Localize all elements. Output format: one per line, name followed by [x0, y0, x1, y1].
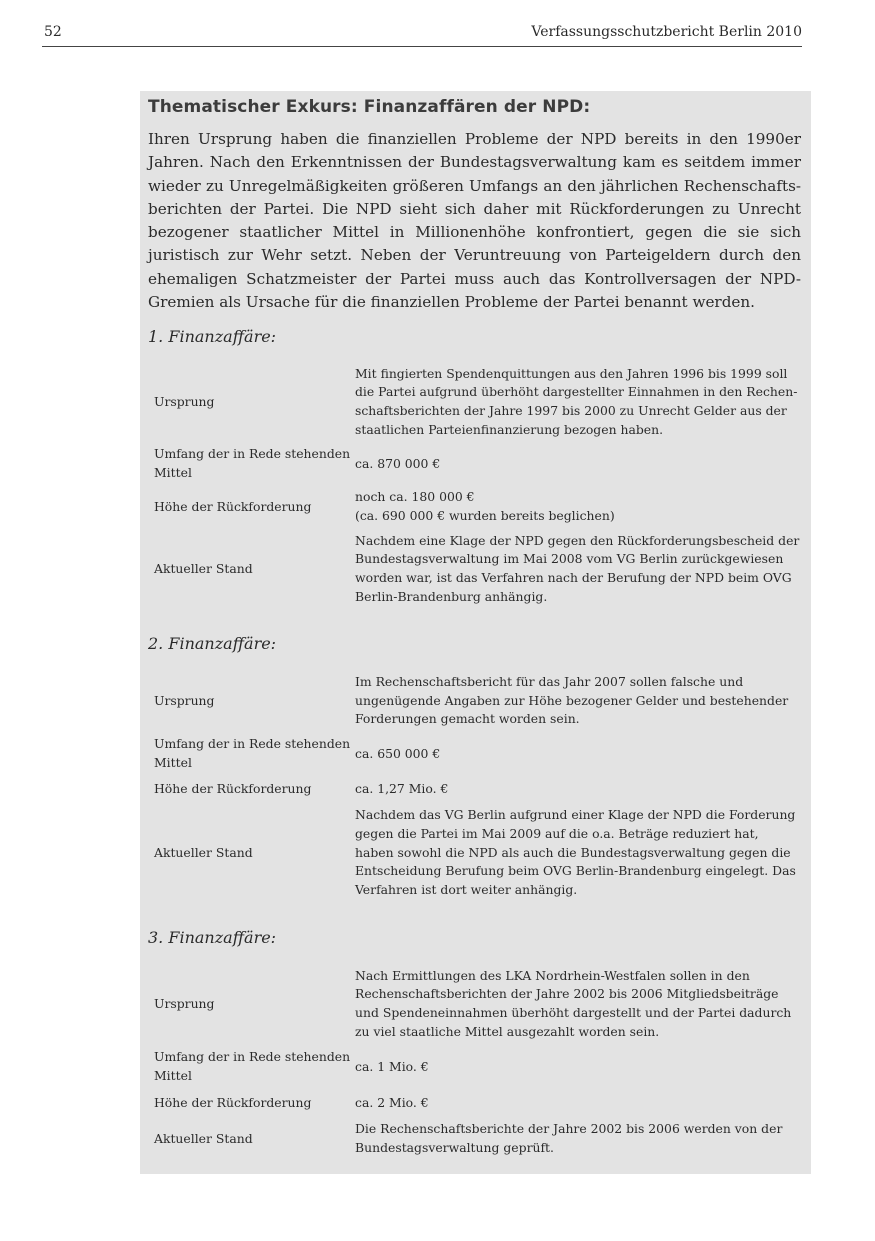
table-row — [148, 669, 801, 733]
table-row — [148, 1045, 801, 1089]
row-label: Umfang der in Rede stehenden Mittel — [154, 446, 351, 480]
row-value: ca. 1,27 Mio. € — [355, 780, 449, 796]
table-row — [148, 963, 801, 1045]
page-number: 52 — [44, 24, 62, 40]
row-label: Höhe der Rückforderung — [154, 780, 312, 796]
row-label: Höhe der Rückforderung — [154, 1094, 312, 1110]
row-value: Nachdem eine Klage der NPD gegen den Rückforderungsbescheid der Bundestagsverwaltung im Mai 2008 vom VG Berlin zurückgewiesen worden war, ist das Verfahren nach der Berufung der NPD beim OVG Berlin-Brandenburg anhängig. — [355, 532, 800, 604]
affair-heading: 2. Finanzaffäre: — [148, 634, 277, 653]
row-value: ca. 1 Mio. € — [355, 1058, 429, 1074]
row-label: Ursprung — [154, 692, 215, 708]
table-row — [148, 733, 801, 775]
row-value: Nach Ermittlungen des LKA Nordrhein-Westfalen sollen in den Rechenschaftsberichten der Jahre 2002 bis 2006 Mitgliedsbeiträge und Spendeneinnahmen überhöht dargestellt und der Partei dadurch zu viel staatliche Mittel ausgezahlt worden sein. — [355, 967, 792, 1039]
row-value: Mit fingierten Spendenquittungen aus den Jahren 1996 bis 1999 soll die Partei aufgrund überhöht dargestellter Einnahmen in den Rechenschaftsberichten der Jahre 1997 bis 2000 zu Unrecht Gelder aus der staatlichen Parteienfinanzierung bezogen haben. — [355, 365, 798, 437]
row-label: Umfang der in Rede stehenden Mittel — [154, 1049, 351, 1083]
table-row — [148, 362, 801, 442]
affair-section-1 — [148, 327, 801, 610]
affair-heading: 1. Finanzaffäre: — [148, 327, 277, 346]
table-row — [148, 803, 801, 903]
row-value: Im Rechenschaftsbericht für das Jahr 2007 sollen falsche und ungenügende Angaben zur Höhe bezogener Gelder und bestehender Forderungen gemacht worden sein. — [355, 673, 789, 727]
table-row — [148, 442, 801, 486]
row-label: Ursprung — [154, 393, 215, 409]
row-value: Die Rechenschaftsberichte der Jahre 2002 bis 2006 werden von der Bundestagsverwaltung geprüft. — [355, 1121, 783, 1155]
excursus-intro-block — [148, 91, 801, 314]
affair-section-3 — [148, 928, 801, 1161]
table-row — [148, 486, 801, 528]
table-row — [148, 1089, 801, 1117]
row-value: ca. 650 000 € — [355, 745, 441, 761]
row-value: noch ca. 180 000 € (ca. 690 000 € wurden bereits beglichen) — [355, 489, 615, 523]
table-row — [148, 1117, 801, 1161]
row-label: Ursprung — [154, 995, 215, 1011]
row-label: Umfang der in Rede stehenden Mittel — [154, 736, 351, 770]
row-label: Aktueller Stand — [154, 844, 253, 860]
table-row — [148, 528, 801, 610]
row-value: Nachdem das VG Berlin aufgrund einer Klage der NPD die Forderung gegen die Partei im Mai 2009 auf die o.a. Beträge reduziert hat, haben sowohl die NPD als auch die Bundestagsverwaltung gegen die Entscheidung Berufung beim OVG Berlin-Brandenburg eingelegt. Das Verfahren ist dort weiter anhängig. — [355, 807, 796, 898]
affair-section-2 — [148, 634, 801, 903]
page-header — [42, 22, 802, 47]
row-value: ca. 870 000 € — [355, 455, 441, 471]
row-label: Aktueller Stand — [154, 560, 253, 576]
excursus-intro: Ihren Ursprung haben die finanziellen Probleme der NPD bereits in den 1990er Jahren. Nach den Erkenntnissen der Bundestagsverwaltung kam es seitdem immer wieder zu Unregelmäßigkeiten größeren Umfangs an den jährlichen Rechenschaftsberichten der Partei. Die NPD sieht sich daher mit Rückforderungen zu Unrecht bezogener staatlicher Mittel in Millionenhöhe konfrontiert, gegen die sie sich juristisch zur Wehr setzt. Neben der Veruntreuung von Parteigeldern durch den ehemaligen Schatzmeister der Partei muss auch das Kontrollversagen der NPD-Gremien als Ursache für die finanziellen Probleme der Partei benannt werden. — [148, 130, 801, 312]
excursus-box — [140, 91, 811, 1174]
affair-heading: 3. Finanzaffäre: — [148, 928, 277, 947]
row-value: ca. 2 Mio. € — [355, 1094, 429, 1110]
row-label: Aktueller Stand — [154, 1130, 253, 1146]
excursus-title: Thematischer Exkurs: Finanzaffären der NPD: — [148, 97, 591, 117]
running-title: Verfassungsschutzbericht Berlin 2010 — [531, 24, 802, 40]
table-row — [148, 775, 801, 803]
row-label: Höhe der Rückforderung — [154, 498, 312, 514]
